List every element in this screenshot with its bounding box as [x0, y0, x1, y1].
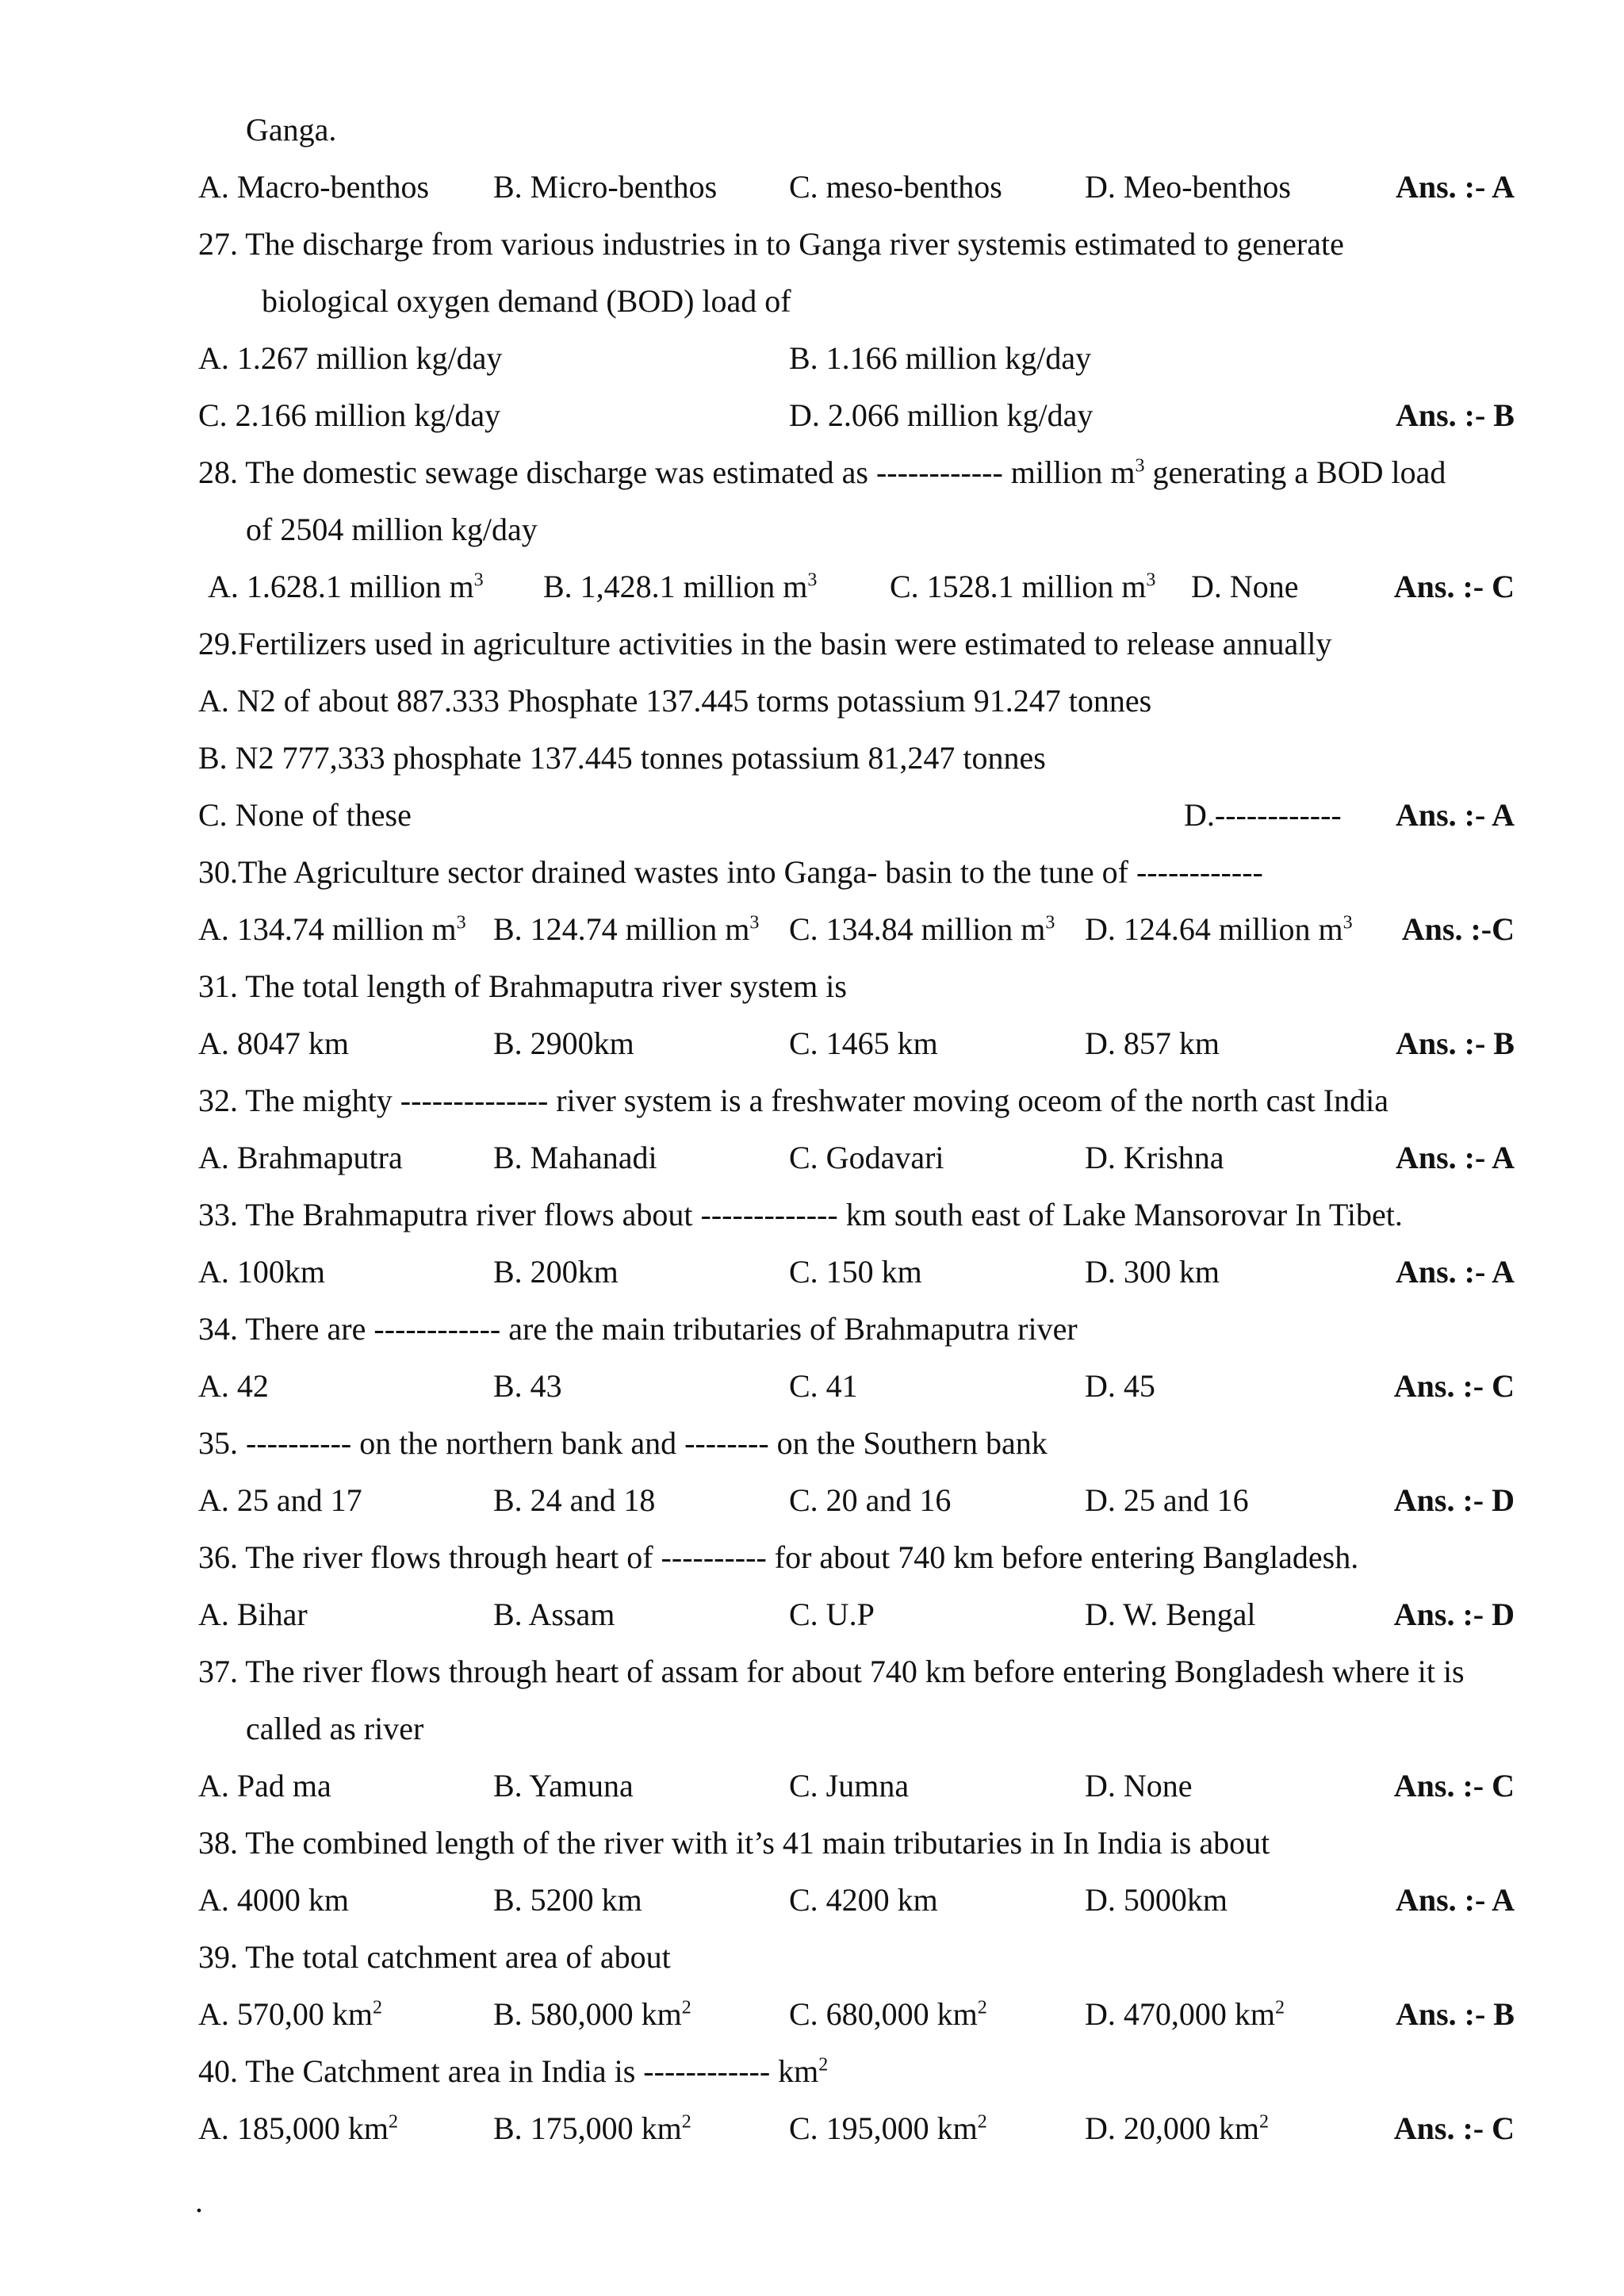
q39-options — [198, 1986, 1515, 2043]
q28-stem-continuation — [246, 501, 1562, 558]
q39-option-d-text: D. 470,000 km — [1085, 1996, 1275, 2032]
q40-option-a-sup: 2 — [389, 2111, 398, 2133]
q33-option-b: B. 200km — [493, 1254, 619, 1290]
q30-option-c-text: C. 134.84 million m — [789, 911, 1046, 947]
q37-option-a: A. Pad ma — [198, 1768, 331, 1803]
q33-stem-text: 33. The Brahmaputra river flows about ------------- km south east of Lake Mansorovar In Tibet. — [198, 1197, 1403, 1232]
q40-option-c-sup: 2 — [977, 2111, 987, 2133]
q33-option-d: D. 300 km — [1085, 1254, 1220, 1290]
q30-option-d — [1085, 901, 1353, 958]
q32-stem-text: 32. The mighty -------------- river system is a freshwater moving oceom of the north cast India — [198, 1083, 1388, 1118]
q33-stem — [198, 1186, 1515, 1244]
q34-options — [198, 1358, 1515, 1415]
q31-options — [198, 1015, 1515, 1072]
q40-options — [198, 2100, 1515, 2157]
q30-option-b-sup: 3 — [749, 912, 760, 933]
q39-stem — [198, 1929, 1515, 1986]
q32-option-d: D. Krishna — [1085, 1140, 1224, 1175]
q28-option-a-sup: 3 — [473, 569, 484, 591]
q32-option-a: A. Brahmaputra — [198, 1140, 403, 1175]
q33-option-c: C. 150 km — [789, 1254, 922, 1290]
q26-options — [198, 159, 1515, 216]
q34-option-a: A. 42 — [198, 1368, 269, 1404]
q28-option-b-sup: 3 — [807, 569, 818, 591]
q29-option-a-row — [198, 673, 1515, 730]
q27-option-b: B. 1.166 million kg/day — [789, 340, 1092, 376]
q29-stem — [198, 615, 1515, 673]
q38-option-d: D. 5000km — [1085, 1882, 1228, 1918]
q28-option-c — [890, 558, 1155, 615]
q26-option-a: A. Macro-benthos — [198, 169, 430, 205]
q37-option-b: B. Yamuna — [493, 1768, 634, 1803]
q35-options — [198, 1472, 1515, 1529]
q36-option-d: D. W. Bengal — [1085, 1596, 1256, 1632]
q28-option-c-text: C. 1528.1 million m — [890, 569, 1147, 604]
q40-option-b-text: B. 175,000 km — [493, 2110, 682, 2146]
q28-stem — [198, 444, 1515, 501]
q40-option-c-text: C. 195,000 km — [789, 2110, 978, 2146]
q30-option-c — [789, 901, 1055, 958]
q40-option-a — [198, 2100, 398, 2157]
q30-stem — [198, 844, 1515, 901]
q35-stem-text: 35. ---------- on the northern bank and -------- on the Southern bank — [198, 1425, 1048, 1461]
q35-option-b: B. 24 and 18 — [493, 1482, 656, 1518]
q31-stem-text: 31. The total length of Brahmaputra river system is — [198, 968, 847, 1004]
q40-option-d-text: D. 20,000 km — [1085, 2110, 1259, 2146]
q39-option-c-text: C. 680,000 km — [789, 1996, 978, 2032]
q28-option-b-text: B. 1,428.1 million m — [543, 569, 808, 604]
q28-option-c-sup: 3 — [1146, 569, 1156, 591]
q26-option-d: D. Meo-benthos — [1085, 169, 1291, 205]
q40-option-c — [789, 2100, 987, 2157]
q31-option-c: C. 1465 km — [789, 1025, 938, 1061]
q34-answer: Ans. :- C — [1393, 1368, 1515, 1404]
q27-stem — [198, 216, 1515, 273]
q31-option-a: A. 8047 km — [198, 1025, 349, 1061]
q37-options — [198, 1757, 1515, 1815]
q34-stem-text: 34. There are ------------ are the main tributaries of Brahmaputra river — [198, 1311, 1078, 1347]
q27-options-row-2 — [198, 387, 1515, 444]
q30-option-d-text: D. 124.64 million m — [1085, 911, 1343, 947]
q33-option-a: A. 100km — [198, 1254, 325, 1290]
q29-option-c: C. None of these — [198, 797, 412, 833]
q31-answer: Ans. :- B — [1395, 1025, 1515, 1061]
q31-option-b: B. 2900km — [493, 1025, 634, 1061]
q30-option-b — [493, 901, 759, 958]
q30-answer: Ans. :-C — [1401, 911, 1515, 947]
q37-option-d: D. None — [1085, 1768, 1193, 1803]
q27-stem-text: 27. The discharge from various industries in to Ganga river systemis estimated to generate — [198, 226, 1344, 262]
q27-cont-text: biological oxygen demand (BOD) load of — [262, 283, 791, 319]
q35-option-d: D. 25 and 16 — [1085, 1482, 1249, 1518]
q39-answer: Ans. :- B — [1395, 1996, 1515, 2032]
q37-answer: Ans. :- C — [1393, 1768, 1515, 1803]
q39-option-d — [1085, 1986, 1285, 2043]
q26-option-b: B. Micro-benthos — [493, 169, 718, 205]
q35-stem — [198, 1415, 1515, 1472]
q36-option-c: C. U.P — [789, 1596, 875, 1632]
q30-option-a-text: A. 134.74 million m — [198, 911, 457, 947]
q29-stem-text: 29.Fertilizers used in agriculture activities in the basin were estimated to release annually — [198, 626, 1332, 661]
q26-stem-continuation — [246, 102, 1562, 159]
q38-options — [198, 1872, 1515, 1929]
q29-answer: Ans. :- A — [1395, 797, 1515, 833]
q33-options — [198, 1244, 1515, 1301]
q27-options-row-1 — [198, 330, 1515, 387]
q28-option-a — [208, 558, 484, 615]
q27-option-c: C. 2.166 million kg/day — [198, 397, 501, 433]
q39-option-a-sup: 2 — [373, 1997, 382, 2018]
q34-stem — [198, 1301, 1515, 1358]
q38-stem-text: 38. The combined length of the river with it’s 41 main tributaries in In India is about — [198, 1825, 1270, 1861]
q30-options — [198, 901, 1515, 958]
q40-option-a-text: A. 185,000 km — [198, 2110, 389, 2146]
q40-stem-superscript: 2 — [818, 2054, 829, 2076]
q35-answer: Ans. :- D — [1393, 1482, 1515, 1518]
q28-option-b — [543, 558, 817, 615]
q26-option-c: C. meso-benthos — [789, 169, 1002, 205]
q28-option-d: D. None — [1191, 569, 1299, 604]
q30-option-a-sup: 3 — [456, 912, 466, 933]
q27-option-a: A. 1.267 million kg/day — [198, 340, 503, 376]
q40-answer: Ans. :- C — [1393, 2110, 1515, 2146]
q37-stem — [198, 1643, 1515, 1700]
q30-stem-text: 30.The Agriculture sector drained wastes into Ganga- basin to the tune of ------------ — [198, 854, 1263, 890]
q38-stem — [198, 1815, 1515, 1872]
q39-option-d-sup: 2 — [1275, 1997, 1285, 2018]
q28-stem-text-end: generating a BOD load — [1144, 454, 1446, 490]
q36-answer: Ans. :- D — [1393, 1596, 1515, 1632]
q27-stem-continuation — [262, 273, 1578, 330]
q28-answer: Ans. :- C — [1393, 569, 1515, 604]
q39-option-c-sup: 2 — [977, 1997, 987, 2018]
q28-option-a-text: A. 1.628.1 million m — [208, 569, 474, 604]
q36-stem-text: 36. The river flows through heart of ---------- for about 740 km before entering Bangladesh. — [198, 1539, 1359, 1575]
q40-stem — [198, 2043, 1515, 2100]
q29-option-b: B. N2 777,333 phosphate 137.445 tonnes potassium 81,247 tonnes — [198, 740, 1046, 776]
q32-stem — [198, 1072, 1515, 1129]
q36-options — [198, 1586, 1515, 1643]
q36-option-b: B. Assam — [493, 1596, 615, 1632]
q39-stem-text: 39. The total catchment area of about — [198, 1939, 671, 1975]
q34-option-d: D. 45 — [1085, 1368, 1155, 1404]
q37-option-c: C. Jumna — [789, 1768, 910, 1803]
q37-stem-continuation — [246, 1700, 1562, 1757]
q28-stem-text: 28. The domestic sewage discharge was estimated as ------------ million m — [198, 454, 1136, 490]
q35-option-a: A. 25 and 17 — [198, 1482, 362, 1518]
q37-stem-text: 37. The river flows through heart of assam for about 740 km before entering Bongladesh where it is — [198, 1654, 1465, 1689]
footer-dot: . — [195, 2183, 203, 2219]
q29-option-cd-row — [198, 787, 1515, 844]
q39-option-b-sup: 2 — [681, 1997, 691, 2018]
q34-option-b: B. 43 — [493, 1368, 562, 1404]
q40-option-d — [1085, 2100, 1269, 2157]
q32-option-c: C. Godavari — [789, 1140, 944, 1175]
q34-option-c: C. 41 — [789, 1368, 858, 1404]
q39-option-b-text: B. 580,000 km — [493, 1996, 682, 2032]
q40-option-b — [493, 2100, 691, 2157]
q35-option-c: C. 20 and 16 — [789, 1482, 952, 1518]
q38-option-c: C. 4200 km — [789, 1882, 938, 1918]
q28-cont-text: of 2504 million kg/day — [246, 512, 538, 547]
q30-option-d-sup: 3 — [1342, 912, 1353, 933]
q30-option-c-sup: 3 — [1045, 912, 1055, 933]
q28-stem-superscript: 3 — [1135, 455, 1145, 477]
q27-answer: Ans. :- B — [1395, 397, 1515, 433]
q38-answer: Ans. :- A — [1395, 1882, 1515, 1918]
q38-option-a: A. 4000 km — [198, 1882, 349, 1918]
q36-stem — [198, 1529, 1515, 1586]
q29-option-b-row — [198, 730, 1515, 787]
q28-options — [198, 558, 1515, 615]
q30-option-a — [198, 901, 466, 958]
q27-option-d: D. 2.066 million kg/day — [789, 397, 1094, 433]
q38-option-b: B. 5200 km — [493, 1882, 642, 1918]
q26-answer: Ans. :- A — [1395, 169, 1515, 205]
q39-option-a-text: A. 570,00 km — [198, 1996, 373, 2032]
q32-option-b: B. Mahanadi — [493, 1140, 657, 1175]
q37-cont-text: called as river — [246, 1711, 424, 1746]
q32-answer: Ans. :- A — [1395, 1140, 1515, 1175]
q39-option-c — [789, 1986, 987, 2043]
q40-stem-text: 40. The Catchment area in India is ------------ km — [198, 2053, 819, 2089]
q31-stem — [198, 958, 1515, 1015]
q39-option-a — [198, 1986, 382, 2043]
q39-option-b — [493, 1986, 691, 2043]
q31-option-d: D. 857 km — [1085, 1025, 1220, 1061]
q30-option-b-text: B. 124.74 million m — [493, 911, 750, 947]
q29-option-a: A. N2 of about 887.333 Phosphate 137.445 torms potassium 91.247 tonnes — [198, 683, 1152, 719]
q26-cont-text: Ganga. — [246, 112, 337, 148]
q36-option-a: A. Bihar — [198, 1596, 308, 1632]
q33-answer: Ans. :- A — [1395, 1254, 1515, 1290]
q29-option-d: D.------------ — [1184, 797, 1342, 833]
q32-options — [198, 1129, 1515, 1186]
q40-option-d-sup: 2 — [1259, 2111, 1269, 2133]
q40-option-b-sup: 2 — [681, 2111, 691, 2133]
